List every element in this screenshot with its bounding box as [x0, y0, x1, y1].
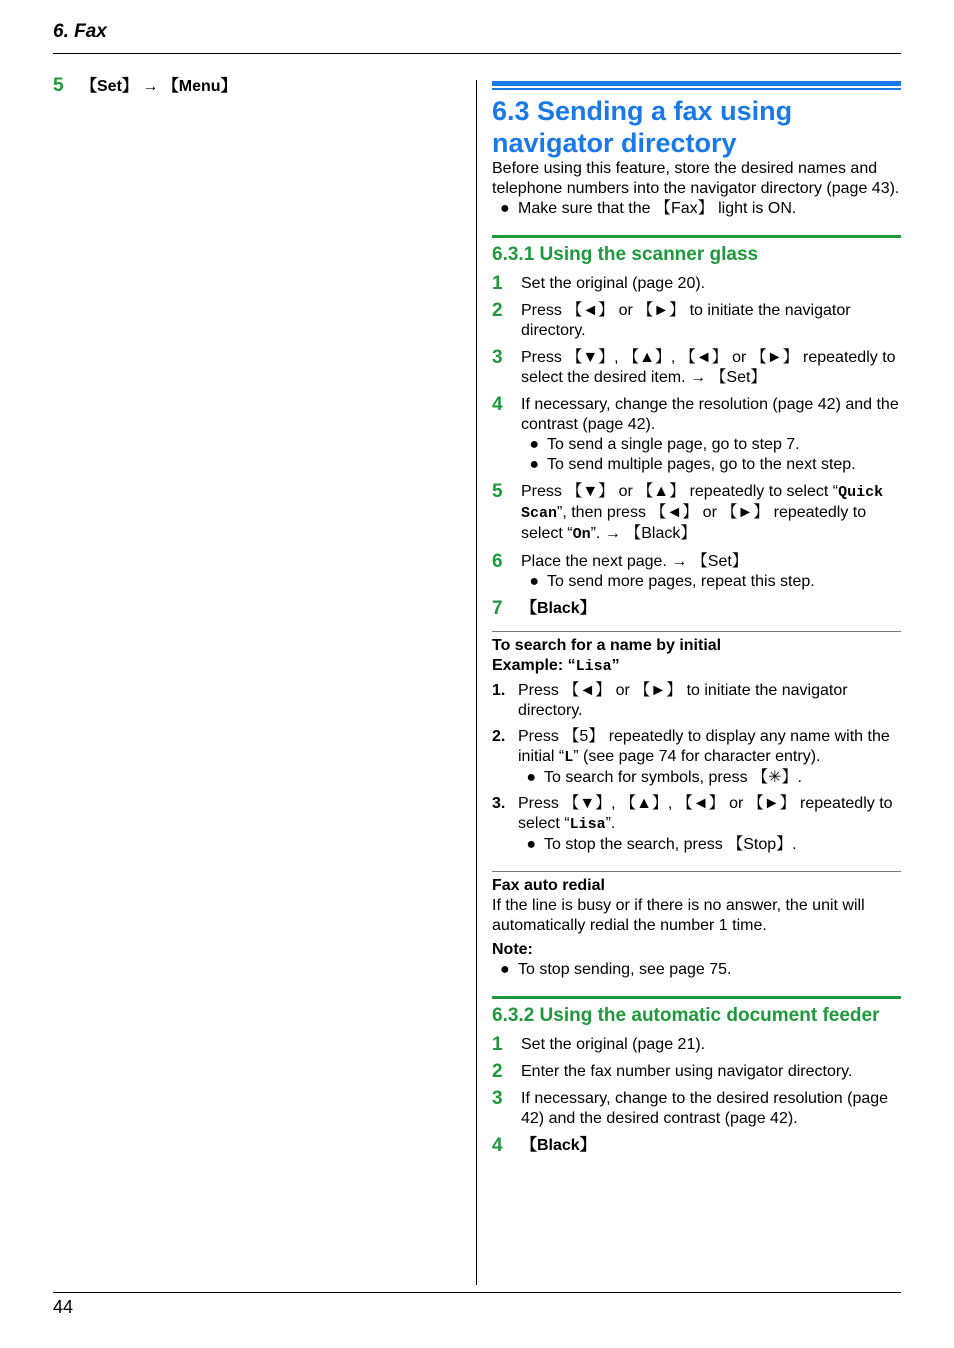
step-text: Press 【◄】 or 【►】 to initiate the navigator directory.	[521, 302, 851, 339]
section-title: 6.3 Sending a fax using navigator directory	[492, 96, 793, 158]
note-label: Note:	[492, 941, 533, 958]
divider	[492, 871, 901, 872]
column-divider	[476, 80, 477, 1285]
step-text: 【Black】	[521, 600, 596, 617]
step-text: If necessary, change the resolution (page 42) and the contrast (page 42).	[521, 396, 899, 433]
step-number: 6	[492, 551, 503, 572]
bullet-text: To send more pages, repeat this step.	[547, 573, 815, 590]
step-bullet	[521, 455, 901, 475]
auto-redial-title: Fax auto redial	[492, 877, 605, 894]
subsection-title-scanner: 6.3.1 Using the scanner glass	[492, 244, 759, 265]
step-number: 5	[53, 75, 64, 96]
step-text: Press 【◄】 or 【►】 to initiate the navigator directory.	[518, 682, 848, 719]
note-bullet	[492, 960, 901, 980]
footer-rule	[53, 1292, 901, 1293]
section-intro: Before using this feature, store the desired names and telephone numbers into the navigator directory (page 43).	[492, 160, 900, 197]
step-number: 7	[492, 598, 503, 619]
step-number: 2	[492, 300, 503, 321]
header-rule	[53, 53, 901, 54]
bullet-text: To send multiple pages, go to the next step.	[547, 456, 856, 473]
step-text: If necessary, change to the desired resolution (page 42) and the desired contrast (page 42).	[521, 1090, 889, 1127]
subsection-title-feeder: 6.3.2 Using the automatic document feeder	[492, 1005, 880, 1026]
feeder-step-4	[492, 1136, 901, 1156]
initial-search-example: Example: “Lisa”	[492, 657, 620, 675]
initial-step-3	[492, 794, 901, 855]
step-number: 4	[492, 1135, 503, 1156]
step-number: 5	[492, 481, 503, 502]
step-number: 3	[492, 347, 503, 368]
feeder-step-2	[492, 1062, 901, 1082]
divider	[492, 631, 901, 632]
bullet-text: To stop sending, see page 75.	[518, 961, 732, 978]
bullet-dot: ●	[500, 200, 510, 217]
step-number: 2.	[492, 728, 506, 745]
bullet-text: To search for symbols, press 【✳】.	[544, 769, 802, 786]
subsection-bar	[492, 996, 901, 999]
auto-redial-text: If the line is busy or if there is no answer, the unit will automatically redial the number 1 time.	[492, 897, 865, 934]
feeder-step-1	[492, 1035, 901, 1055]
subsection-bar	[492, 235, 901, 238]
step-text: Press 【▼】, 【▲】, 【◄】 or 【►】 repeatedly to select the desired item. → 【Set】	[521, 349, 896, 386]
initial-step-2	[492, 727, 901, 788]
scanner-step-2	[492, 301, 901, 341]
step-text: 【Black】	[521, 1137, 596, 1154]
step-text: Place the next page. → 【Set】	[521, 553, 748, 570]
bullet-text: To stop the search, press 【Stop】.	[544, 836, 797, 853]
step-number: 4	[492, 394, 503, 415]
scanner-step-7	[492, 599, 901, 619]
left-step-5	[53, 73, 237, 97]
step-text: Set the original (page 20).	[521, 275, 706, 292]
feeder-step-3	[492, 1089, 901, 1129]
bullet-text: Make sure that the 【Fax】 light is ON.	[518, 200, 797, 217]
step-text: Press 【▼】 or 【▲】 repeatedly to select “Quick Scan”, then press 【◄】 or 【►】 repeatedly to select “On”. → 【Black】	[521, 483, 884, 543]
initial-step-1	[492, 681, 901, 721]
bullet-dot: ●	[500, 961, 510, 978]
step-bullet	[518, 768, 901, 788]
scanner-step-4	[492, 395, 901, 475]
step-bullet	[521, 435, 901, 455]
header-title: 6. Fax	[53, 21, 107, 42]
display-text: On	[572, 526, 591, 543]
bullet-dot: ●	[529, 573, 539, 590]
bullet-dot: ●	[529, 436, 539, 453]
initial-search-title: To search for a name by initial	[492, 637, 722, 654]
step-number: 1.	[492, 682, 506, 699]
section-bar	[492, 81, 901, 90]
step-text: Set the original (page 21).	[521, 1036, 706, 1053]
step-text: Press 【5】 repeatedly to display any name with the initial “L” (see page 74 for character entry).	[518, 728, 890, 766]
section-bullet	[492, 199, 901, 219]
step-number: 2	[492, 1061, 503, 1082]
step-text: Press 【▼】, 【▲】, 【◄】 or 【►】 repeatedly to select “Lisa”.	[518, 795, 893, 833]
step-bullet	[521, 572, 901, 592]
display-text: Quick Scan	[521, 484, 884, 522]
step-bullet	[518, 835, 901, 855]
step-number: 1	[492, 273, 503, 294]
step-text: Enter the fax number using navigator directory.	[521, 1063, 853, 1080]
scanner-step-6	[492, 552, 901, 592]
step-text: 【Set】 → 【Menu】	[81, 78, 237, 95]
scanner-step-5	[492, 482, 901, 545]
step-number: 3.	[492, 795, 506, 812]
bullet-text: To send a single page, go to step 7.	[547, 436, 800, 453]
right-column	[492, 81, 901, 1163]
page-number: 44	[53, 1297, 74, 1317]
step-number: 3	[492, 1088, 503, 1109]
step-number: 1	[492, 1034, 503, 1055]
bullet-dot: ●	[529, 456, 539, 473]
bullet-dot: ●	[526, 769, 536, 786]
bullet-dot: ●	[526, 836, 536, 853]
scanner-step-1	[492, 274, 901, 294]
scanner-step-3	[492, 348, 901, 388]
